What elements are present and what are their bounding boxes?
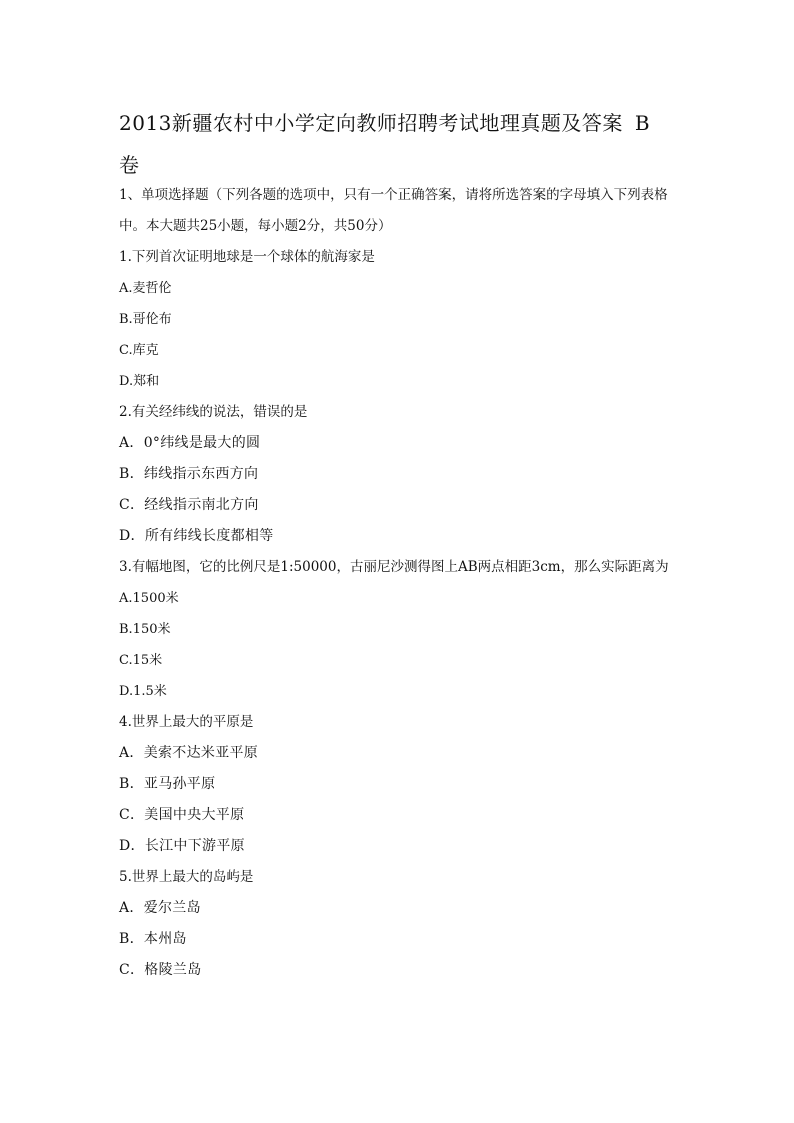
question-option: B．纬线指示东西方向 <box>119 466 259 482</box>
question-option: D.1.5米 <box>119 684 167 699</box>
question-stem: 1.下列首次证明地球是一个球体的航海家是 <box>119 249 375 265</box>
question-stem: 4.世界上最大的平原是 <box>119 714 254 730</box>
question-option: C.库克 <box>119 343 159 358</box>
section-intro: 1、单项选择题（下列各题的选项中，只有一个正确答案，请将所选答案的字母填入下列表格中。本大题共25小题，每小题2分，共50分） <box>119 187 668 234</box>
question-option: C．美国中央大平原 <box>119 807 245 823</box>
question-option: D.郑和 <box>119 374 160 389</box>
question-option: B.150米 <box>119 622 171 637</box>
document-body <box>119 180 679 986</box>
question-option: C．经线指示南北方向 <box>119 497 259 513</box>
question-stem: 3.有幅地图，它的比例尺是1:50000，古丽尼沙测得图上AB两点相距3cm，那么实际距离为 <box>119 559 669 575</box>
question-option: D．长江中下游平原 <box>119 838 245 854</box>
question-stem: 5.世界上最大的岛屿是 <box>119 869 254 885</box>
question-option: A．美索不达米亚平原 <box>119 745 259 761</box>
title-main: 2013新疆农村中小学定向教师招聘考试地理真题及答案 <box>119 111 623 135</box>
question-option: D．所有纬线长度都相等 <box>119 528 274 544</box>
question-option: A.1500米 <box>119 591 179 606</box>
document-title <box>119 102 679 186</box>
question-option: A．爱尔兰岛 <box>119 900 201 916</box>
question-stem: 2.有关经纬线的说法，错误的是 <box>119 404 308 420</box>
question-option: B．本州岛 <box>119 931 187 947</box>
question-option: A．0°纬线是最大的圆 <box>119 435 261 451</box>
question-option: A.麦哲伦 <box>119 281 172 296</box>
title-tag: B <box>634 111 651 135</box>
title-continuation: 卷 <box>119 153 140 177</box>
question-option: C.15米 <box>119 653 163 668</box>
question-option: B．亚马孙平原 <box>119 776 216 792</box>
question-option: C．格陵兰岛 <box>119 962 202 978</box>
question-option: B.哥伦布 <box>119 312 172 327</box>
